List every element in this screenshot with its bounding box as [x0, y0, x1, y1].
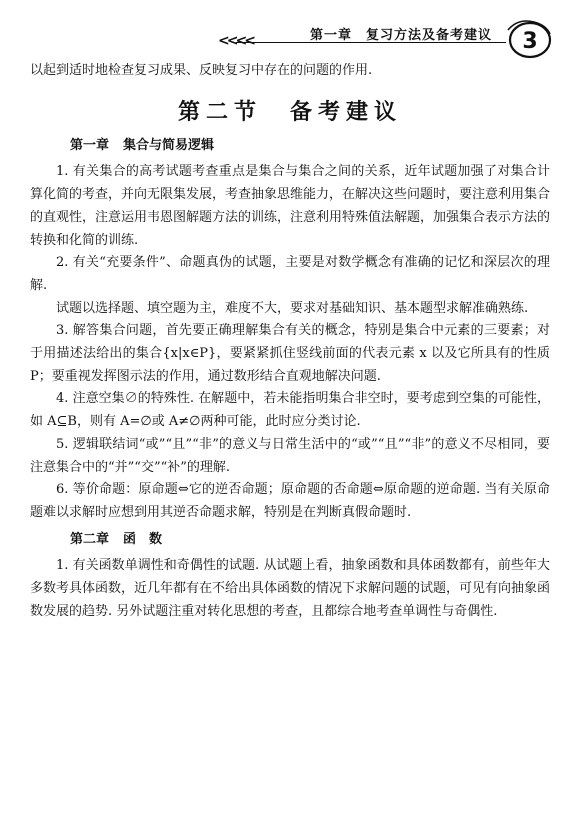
chapter-1-paragraph: 6. 等价命题：原命题⇔它的逆否命题；原命题的否命题⇔原命题的逆命题. 当有关原命题难以求解时应想到用其逆否命题求解，特别是在判断真假命题时. [30, 482, 550, 520]
chapter-1-paragraph: 2. 有关“充要条件”、命题真伪的试题，主要是对数学概念有准确的记忆和深层次的理解. [30, 255, 550, 293]
page-content [30, 60, 550, 623]
chapter-1-heading [30, 135, 550, 158]
chapter-2-number: 第二章 [70, 531, 110, 547]
chapter-2-title: 函 数 [123, 531, 163, 547]
chapter-1-paragraph: 3. 解答集合问题，首先要正确理解集合有关的概念，特别是集合中元素的三要素；对于用描述法给出的集合{x|x∈P}，要紧紧抓住竖线前面的代表元素 x 以及它所具有的性质 P；要重视发挥图示法的作用，通过数形结合直观地解决问题. [30, 323, 550, 384]
chapter-1-paragraph: 1. 有关集合的高考试题考查重点是集合与集合之间的关系，近年试题加强了对集合计算化简的考查，并向无限集发展，考查抽象思维能力，在解决这些问题时，要注意利用集合的直观性，注意运用韦恩图解题方法的训练，注意利用特殊值法解题，加强集合表示方法的转换和化简的训练. [30, 164, 551, 248]
page-number-badge [500, 14, 556, 62]
section-title: 第二节 备考建议 [177, 98, 402, 125]
chapter-1-paragraph: 试题以选择题、填空题为主，难度不大，要求对基础知识、基本题型求解准确熟练. [56, 300, 529, 316]
chapter-1-title: 集合与简易逻辑 [123, 137, 215, 153]
chapter-1-paragraph: 5. 逻辑联结词“或”“且”“非”的意义与日常生活中的“或”“且”“非”的意义不尽相同，要注意集合中的“并”“交”“补”的理解. [30, 436, 550, 475]
page-header [0, 0, 580, 64]
header-chevrons: <<<< [218, 33, 253, 49]
chapter-1-paragraph: 4. 注意空集∅的特殊性. 在解题中，若未能指明集合非空时，要考虑到空集的可能性，如 A⊆B，则有 A=∅或 A≠∅两种可能，此时应分类讨论. [30, 391, 550, 430]
running-head: 第一章 复习方法及备考建议 [309, 28, 492, 43]
chapter-2-paragraph: 1. 有关函数单调性和奇偶性的试题. 从试题上看，抽象函数和具体函数都有，前些年大多数考具体函数，近几年都有在不给出具体函数的情况下求解问题的试题，可见有向抽象函数发展的趋势. 另外试题注重对转化思想的考查，且都综合地考查单调性与奇偶性. [30, 558, 551, 619]
chapter-2-heading [30, 529, 550, 552]
page-number: 3 [522, 29, 538, 54]
chapter-1-number: 第一章 [70, 137, 110, 153]
carryover-paragraph: 以起到适时地检查复习成果、反映复习中存在的问题的作用. [30, 63, 373, 78]
